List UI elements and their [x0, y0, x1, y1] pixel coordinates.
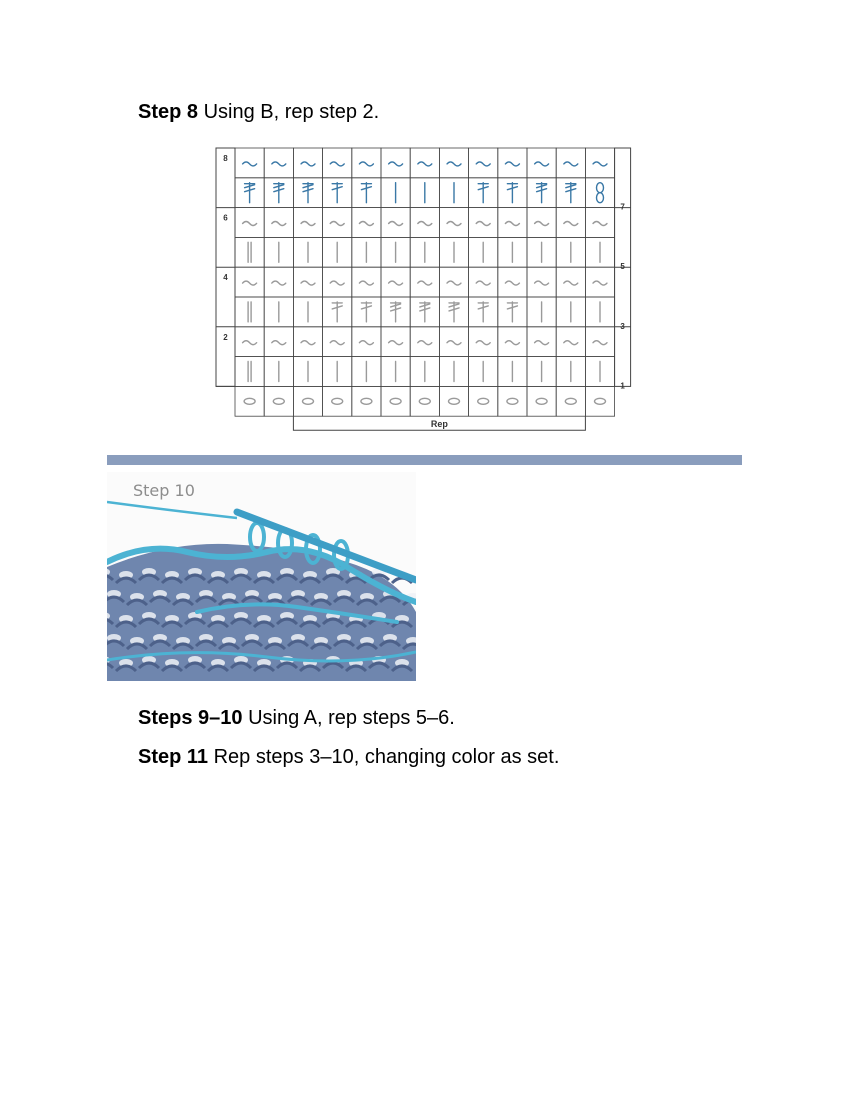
stitch-ch-symbol — [593, 222, 607, 226]
stitch-dbl-symbol — [248, 302, 251, 322]
stitch-ch-symbol — [447, 341, 461, 345]
stitch-ch-symbol — [447, 222, 461, 226]
stitch-ch-symbol — [593, 162, 607, 166]
stitch-ch-symbol — [243, 281, 257, 285]
stitch-ch-symbol — [564, 222, 578, 226]
chart-cell — [235, 386, 264, 416]
stitch-ch-symbol — [505, 222, 519, 226]
stitch-ch-symbol — [447, 162, 461, 166]
stitch-tr-symbol — [361, 183, 371, 203]
stitch-ch-symbol — [593, 281, 607, 285]
chart-cell — [323, 386, 352, 416]
stitch-ch-symbol — [593, 341, 607, 345]
stitch-ch-symbol — [418, 281, 432, 285]
stitch-tr-symbol — [332, 183, 342, 203]
row-number-5: 5 — [620, 262, 625, 272]
stitch-dbl-symbol — [248, 362, 251, 382]
stitch-tr-symbol — [507, 302, 517, 322]
chart-cell — [264, 386, 293, 416]
stitch-chain-symbol — [478, 398, 489, 404]
stitch-chain-symbol — [449, 398, 460, 404]
stitch-dtr-symbol — [274, 183, 284, 203]
stitch-ch-symbol — [330, 222, 344, 226]
stitch-dtr-symbol — [391, 302, 401, 322]
stitch-ch-symbol — [301, 341, 315, 345]
step-text: Using B, rep step 2. — [198, 101, 380, 123]
stitch-ch-symbol — [535, 162, 549, 166]
stitch-ch-symbol — [301, 281, 315, 285]
stitch-chain-symbol — [273, 398, 284, 404]
stitch-ch-symbol — [389, 341, 403, 345]
stitch-ch-symbol — [389, 162, 403, 166]
stitch-ch-symbol — [418, 341, 432, 345]
stitch-ch-symbol — [418, 222, 432, 226]
repeat-label: Rep — [430, 419, 448, 430]
stitch-chain-symbol — [419, 398, 430, 404]
row-number-1: 1 — [620, 381, 625, 391]
steps-9-10-instruction — [138, 706, 455, 730]
stitch-ch-symbol — [389, 222, 403, 226]
chart-cell — [469, 386, 498, 416]
stitch-ch-symbol — [330, 281, 344, 285]
chart-cell — [498, 386, 527, 416]
step-11-instruction — [138, 745, 559, 769]
stitch-ch-symbol — [476, 341, 490, 345]
stitch-ch-symbol — [505, 341, 519, 345]
stitch-ch-symbol — [476, 162, 490, 166]
stitch-ch-symbol — [505, 281, 519, 285]
stitch-ch-symbol — [564, 341, 578, 345]
stitch-dtr-symbol — [303, 183, 313, 203]
chart-cell — [235, 357, 264, 387]
row-number-2: 2 — [223, 332, 228, 342]
step-10-photo — [107, 472, 416, 681]
stitch-ch-symbol — [389, 281, 403, 285]
stitch-ch-symbol — [476, 222, 490, 226]
stitch-chain-symbol — [361, 398, 372, 404]
chart-cell — [381, 386, 410, 416]
stitch-ch-symbol — [359, 162, 373, 166]
stitch-ch-symbol — [535, 222, 549, 226]
stitch-tr-symbol — [507, 183, 517, 203]
chart-cell — [235, 297, 264, 327]
stitch-ch-symbol — [535, 281, 549, 285]
stitch-ch-symbol — [243, 222, 257, 226]
stitch-dtr-symbol — [420, 302, 430, 322]
stitch-ch-symbol — [564, 162, 578, 166]
step-label: Step 8 — [138, 101, 199, 123]
chart-cell — [235, 237, 264, 267]
stitch-ch-symbol — [476, 281, 490, 285]
stitch-ch-symbol — [359, 341, 373, 345]
stitch-turn-symbol — [597, 183, 604, 203]
stitch-ch-symbol — [301, 162, 315, 166]
stitch-ch-symbol — [447, 281, 461, 285]
stitch-ch-symbol — [272, 162, 286, 166]
stitch-ch-symbol — [301, 222, 315, 226]
stitch-ch-symbol — [272, 341, 286, 345]
stitch-chain-symbol — [507, 398, 518, 404]
stitch-dtr-symbol — [449, 302, 459, 322]
step-text: Rep steps 3–10, changing color as set. — [208, 746, 560, 768]
stitch-chain-symbol — [332, 398, 343, 404]
stitch-ch-symbol — [418, 162, 432, 166]
yarn-photo-illustration — [107, 472, 416, 681]
chart-cell — [352, 386, 381, 416]
stitch-ch-symbol — [505, 162, 519, 166]
chart-cell — [293, 386, 322, 416]
stitch-ch-symbol — [359, 222, 373, 226]
step-label: Steps 9–10 — [138, 707, 243, 729]
row-number-4: 4 — [223, 273, 228, 283]
stitch-ch-symbol — [330, 341, 344, 345]
stitch-tr-symbol — [332, 302, 342, 322]
chart-cell — [439, 386, 468, 416]
stitch-chain-symbol — [390, 398, 401, 404]
row-number-8: 8 — [223, 154, 228, 163]
stitch-ch-symbol — [272, 222, 286, 226]
stitch-chain-symbol — [565, 398, 576, 404]
chart-svg — [210, 142, 640, 437]
stitch-dbl-symbol — [248, 242, 251, 262]
step-text: Using A, rep steps 5–6. — [242, 707, 455, 729]
stitch-tr-symbol — [478, 183, 488, 203]
stitch-chain-symbol — [303, 398, 314, 404]
chart-cell — [556, 386, 585, 416]
step-8-instruction — [138, 100, 379, 124]
row-number-7: 7 — [620, 202, 625, 212]
photo-label: Step 10 — [133, 481, 195, 500]
chart-cell — [410, 386, 439, 416]
stitch-ch-symbol — [359, 281, 373, 285]
chart-cell — [527, 386, 556, 416]
stitch-ch-symbol — [243, 341, 257, 345]
stitch-chain-symbol — [536, 398, 547, 404]
stitch-ch-symbol — [243, 162, 257, 166]
stitch-dtr-symbol — [537, 183, 547, 203]
section-divider — [107, 455, 742, 465]
stitch-chain-symbol — [595, 398, 606, 404]
stitch-ch-symbol — [330, 162, 344, 166]
row-number-6: 6 — [223, 213, 228, 223]
stitch-dtr-symbol — [566, 183, 576, 203]
stitch-ch-symbol — [272, 281, 286, 285]
stitch-tr-symbol — [478, 302, 488, 322]
stitch-ch-symbol — [564, 281, 578, 285]
row-number-3: 3 — [620, 321, 625, 331]
chart-cell — [585, 386, 614, 416]
stitch-dtr-symbol — [245, 183, 255, 203]
stitch-chain-symbol — [244, 398, 255, 404]
stitch-ch-symbol — [535, 341, 549, 345]
crochet-chart — [210, 142, 640, 437]
step-label: Step 11 — [138, 746, 209, 768]
stitch-tr-symbol — [361, 302, 371, 322]
